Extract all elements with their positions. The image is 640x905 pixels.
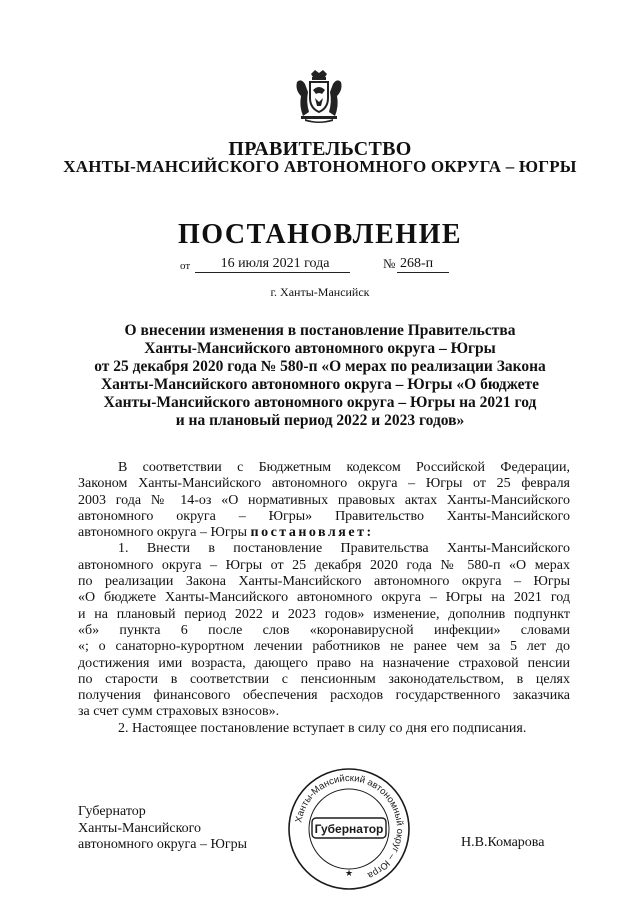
title-line: Ханты-Мансийского автономного округа – Югры «О бюджете: [100, 376, 540, 393]
city: г. Ханты-Мансийск: [270, 285, 370, 299]
body-line: «О бюджете Ханты-Мансийского автономного округа – Югры на 2021 год: [78, 590, 570, 606]
body-text: автономного округа – Югры: [78, 525, 247, 541]
document-title: [60, 322, 580, 430]
body-line: по старости в соответствии с пенсионным законодательством, в целях: [78, 671, 570, 687]
official-seal: [286, 766, 412, 892]
star-icon: ★: [344, 868, 354, 878]
title-line: и на плановый период 2022 и 2023 годов»: [175, 412, 465, 429]
position-line: Губернатор: [78, 804, 146, 819]
body-line: 1. Внести в постановление Правительства Ханты-Мансийского: [118, 541, 570, 557]
body-line: автономного округа – Югры от 25 декабря 2020 года № 580-п «О мерах: [78, 557, 570, 573]
body-line: и на плановый период 2022 и 2023 годов» изменение, дополнив подпункт: [78, 606, 570, 622]
document-body: [78, 460, 570, 737]
org-name-line-2: ХАНТЫ-МАНСИЙСКОГО АВТОНОМНОГО ОКРУГА – ЮГРЫ: [63, 157, 577, 176]
title-line: Ханты-Мансийского автономного округа – Югры на 2021 год: [103, 394, 537, 411]
body-line: за счет сумм страховых взносов».: [78, 704, 280, 720]
body-line: «б» пункта 6 после слов «коронавирусной инфекции» словами: [78, 622, 570, 638]
title-line: от 25 декабря 2020 года № 580-п «О мерах по реализации Закона: [94, 358, 546, 375]
title-line: Ханты-Мансийского автономного округа – Югры: [144, 340, 496, 357]
body-line: Законом Ханты-Мансийского автономного округа – Югры от 25 февраля: [78, 476, 570, 492]
title-line: О внесении изменения в постановление Правительства: [124, 322, 516, 339]
body-line: В соответствии с Бюджетным кодексом Российской Федерации,: [118, 460, 570, 475]
date-underline: [195, 272, 350, 273]
body-line: автономного округа – Югры» Правительство Ханты-Мансийского: [78, 508, 570, 524]
resolves-word: постановляет:: [250, 525, 374, 541]
body-line: [78, 525, 570, 541]
document-number: 268-п: [400, 256, 434, 271]
document-date: 16 июля 2021 года: [220, 256, 330, 271]
body-line: достижения ими возраста, дающего право на назначение страховой пенсии: [78, 655, 570, 671]
number-underline: [397, 272, 449, 273]
position-line: Ханты-Мансийского: [78, 820, 202, 836]
body-line: 2003 года № 14-оз «О нормативных правовых актах Ханты-Мансийского: [78, 492, 570, 508]
date-from-label: от: [180, 260, 191, 272]
document-type: ПОСТАНОВЛЕНИЕ: [177, 219, 463, 250]
body-line: 2. Настоящее постановление вступает в силу со дня его подписания.: [118, 720, 527, 736]
number-label: №: [383, 256, 396, 271]
coat-of-arms-emblem: [291, 68, 347, 124]
seal-center-text: Губернатор: [314, 822, 384, 836]
org-name-line-1: ПРАВИТЕЛЬСТВО: [228, 138, 412, 160]
signatory-position: [78, 804, 247, 854]
body-line: «; о санаторно-курортном лечении работников не ранее чем за 5 лет до: [78, 639, 570, 655]
body-line: получения финансового обеспечения расходов государственного заказчика: [78, 688, 570, 704]
seal-ring-text: Ханты-Мансийский автономный округ – Югра: [293, 772, 406, 881]
position-line: автономного округа – Югры: [78, 837, 247, 852]
body-line: по реализации Закона Ханты-Мансийского автономного округа – Югры: [78, 574, 570, 590]
signatory-name: Н.В.Комарова: [461, 835, 545, 850]
